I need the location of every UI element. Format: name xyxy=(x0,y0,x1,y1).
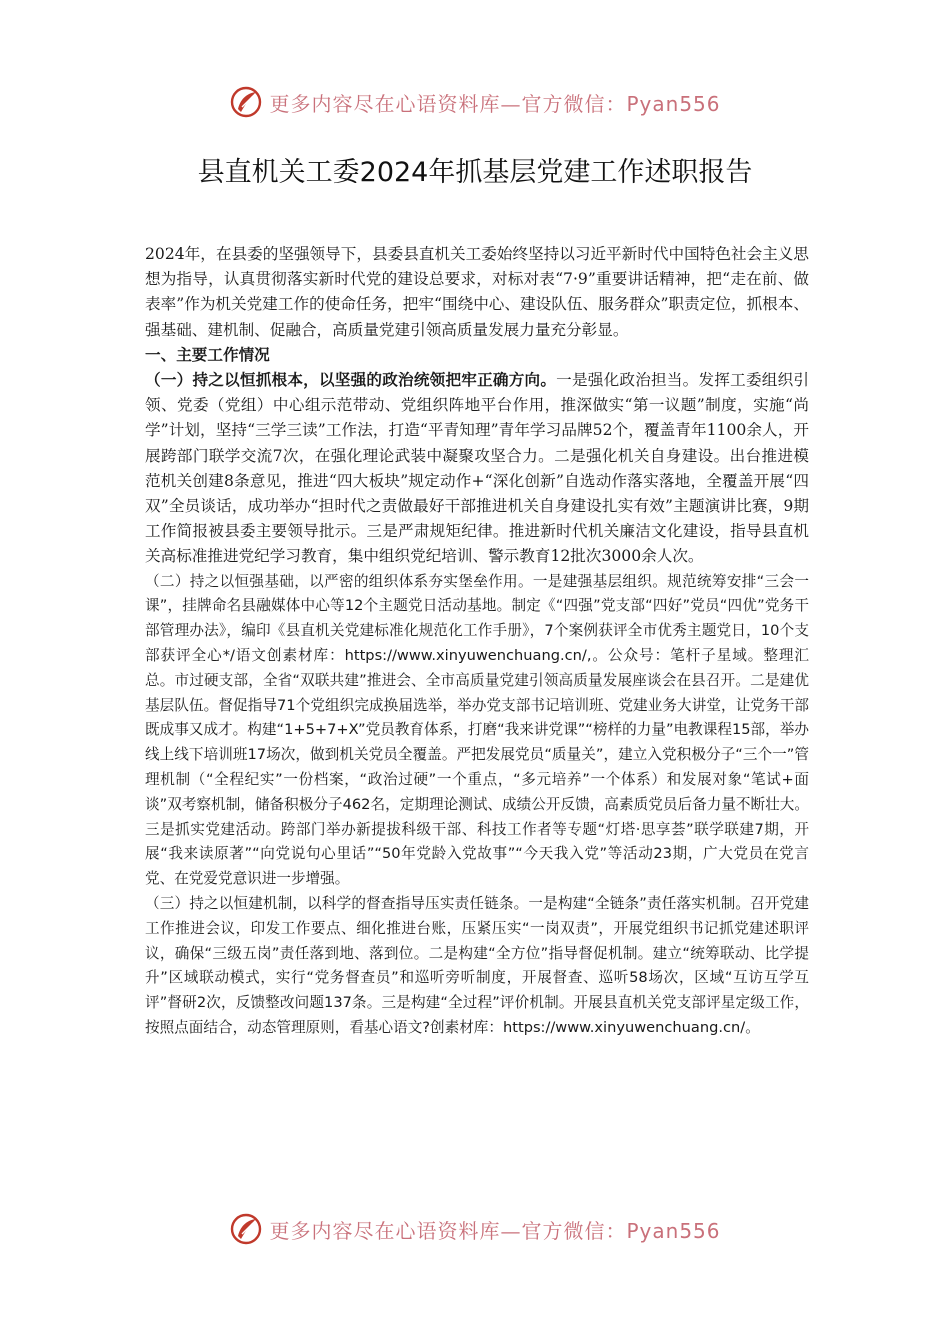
section-3-paragraph: （三）持之以恒建机制，以科学的督查指导压实责任链条。一是构建“全链条”责任落实机制。召开党建工作推进会议，印发工作要点、细化推进台账，压紧压实“一岗双责”，开展党组织书记抓党建述职评议，确保“三级五岗”责任落到地、落到位。二是构建“全方位”指导督促机制。建立“统筹联动、比学提升”区域联动模式，实行“党务督查员”和巡听旁听制度，开展督查、巡听58场次，区域“互访互学互评”督研2次，反馈整改问题137条。三是构建“全过程”评价机制。开展县直机关党支部评星定级工作，按照点面结合，动态管理原则，看基心语文?创素材库：https://www.xinyuwenchuang.cn/。 xyxy=(145,895,809,1036)
banner-text: 更多内容尽在心语资料库—官方微信：Pyan556 xyxy=(269,1218,721,1243)
banner-text: 更多内容尽在心语资料库—官方微信：Pyan556 xyxy=(269,91,721,116)
footer-banner xyxy=(0,1209,950,1249)
page-title: 县直机关工委2024年抓基层党建工作述职报告 xyxy=(197,157,753,188)
section-heading: 一、主要工作情况 xyxy=(145,345,270,364)
section-1-paragraph xyxy=(145,368,809,570)
section-1-title: （一）持之以恒抓根本，以坚强的政治统领把牢正确方向。 xyxy=(145,371,557,390)
header-banner xyxy=(0,82,950,122)
intro-paragraph: 2024年，在县委的坚强领导下，县委县直机关工委始终坚持以习近平新时代中国特色社会主义思想为指导，认真贯彻落实新时代党的建设总要求，对标对表“7·9”重要讲话精神，把“走在前、做表率”作为机关党建工作的使命任务，把牢“围绕中心、建设队伍、服务群众”职责定位，抓根本、强基础、建机制、促融合，高质量党建引领高质量发展力量充分彰显。 xyxy=(145,245,809,339)
section-2-paragraph: （二）持之以恒强基础，以严密的组织体系夯实堡垒作用。一是建强基层组织。规范统筹安排“三会一课”，挂牌命名县融媒体中心等12个主题党日活动基地。制定《“四强”党支部“四好”党员“四优”党务干部管理办法》，编印《县直机关党建标准化规范化工作手册》，7个案例获评全市优秀主题党日，10个支部获评全心*/语文创素材库：https://www.xinyuwenchuang.cn/,。公众号：笔杆子星域。整理汇总。市过硬支部，全省“双联共建”推进会、全市高质量党建引领高质量发展座谈会在县召开。二是建优基层队伍。督促指导71个党组织完成换届选举，举办党支部书记培训班、党建业务大讲堂，让党务干部既成事又成才。构建“1+5+7+X”党员教育体系，打磨“我来讲党课”“榜样的力量”电教课程15部，举办线上线下培训班17场次，做到机关党员全覆盖。严把发展党员“质量关”，建立入党积极分子“三个一”管理机制（“全程纪实”一份档案，“政治过硬”一个重点，“多元培养”一个体系）和发展对象“笔试+面谈”双考察机制，储备积极分子462名，定期理论测试、成绩公开反馈，高素质党员后备力量不断壮大。三是抓实党建活动。跨部门举办新提拔科级干部、科技工作者等专题“灯塔·思享荟”联学联建7期，开展“我来读原著”“向党说句心里话”“50年党龄入党故事”“今天我入党”等活动23期，广大党员在党言党、在党爱党意识进一步增强。 xyxy=(145,572,809,888)
brand-logo-icon xyxy=(229,1212,263,1246)
brand-logo-icon xyxy=(229,85,263,119)
document-body xyxy=(145,242,809,1041)
section-1-body: 一是强化政治担当。发挥工委组织引领、党委（党组）中心组示范带动、党组织阵地平台作用，推深做实“第一议题”制度，实施“尚学”计划，坚持“三学三读”工作法，打造“平青知理”青年学习品牌52个，覆盖青年1100余人，开展跨部门联学交流7次，在强化理论武装中凝聚攻坚合力。二是强化机关自身建设。出台推进模范机关创建8条意见，推进“四大板块”规定动作+“深化创新”自选动作落实落地，全覆盖开展“四双”全员谈话，成功举办“担时代之责做最好干部推进机关自身建设扎实有效”主题演讲比赛，9期工作简报被县委主要领导批示。三是严肃规矩纪律。推进新时代机关廉洁文化建设，指导县直机关高标准推进党纪学习教育，集中组织党纪培训、警示教育12批次3000余人次。 xyxy=(145,371,809,566)
